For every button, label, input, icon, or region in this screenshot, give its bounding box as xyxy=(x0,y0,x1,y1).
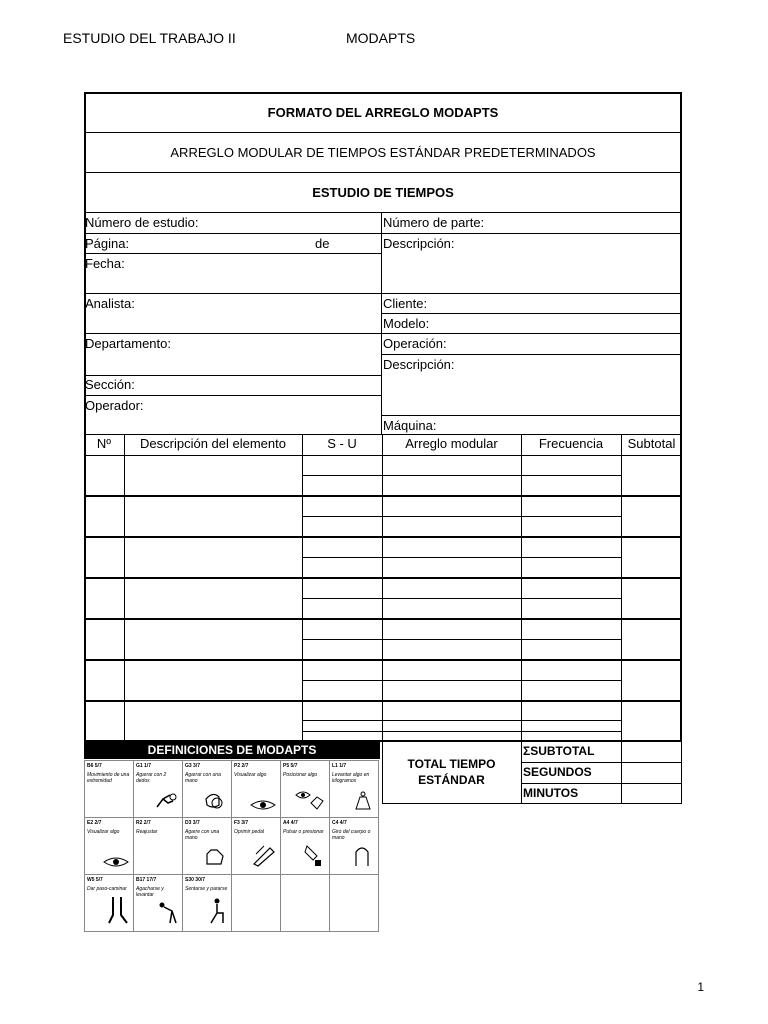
definition-code: A4 4/7 xyxy=(283,820,298,826)
total-standard-time-label: TOTAL TIEMPO ESTÁNDAR xyxy=(407,757,496,787)
definition-cell xyxy=(231,817,281,875)
definition-description: Agacharse y levantar xyxy=(136,886,164,898)
eye-hand-icon xyxy=(295,789,325,813)
field-operador[interactable]: Operador: xyxy=(85,398,144,413)
finger-press-icon xyxy=(301,842,325,870)
definition-description: Oprimir pedal xyxy=(234,829,265,835)
field-descripcion-operacion[interactable]: Descripción: xyxy=(383,357,455,372)
definition-cell xyxy=(280,874,330,932)
field-numero-estudio[interactable]: Número de estudio: xyxy=(85,215,199,230)
definition-code: F3 3/7 xyxy=(234,820,249,826)
col-header-numero: Nº xyxy=(96,436,112,451)
definition-code: R2 2/7 xyxy=(136,820,151,826)
hand-grab-icon xyxy=(203,789,227,813)
field-numero-parte[interactable]: Número de parte: xyxy=(383,215,485,230)
definition-cell xyxy=(133,874,183,932)
definition-code: G1 1/7 xyxy=(136,763,152,769)
definition-code: L1 1/7 xyxy=(332,763,347,769)
field-descripcion-parte[interactable]: Descripción: xyxy=(383,236,455,251)
eye-icon xyxy=(250,799,276,813)
definition-description: Pulsar o presionar xyxy=(283,829,324,835)
definition-code: W5 5/7 xyxy=(87,877,103,883)
definition-cell xyxy=(84,760,134,818)
field-cliente[interactable]: Cliente: xyxy=(383,296,428,311)
col-header-arreglo: Arreglo modular xyxy=(405,436,498,451)
definition-code: G3 3/7 xyxy=(185,763,201,769)
form-section-title: ESTUDIO DE TIEMPOS xyxy=(312,185,454,200)
total-subtotal-label: ΣSUBTOTAL xyxy=(523,744,595,758)
field-maquina[interactable]: Máquina: xyxy=(383,418,437,433)
walking-legs-icon xyxy=(107,895,129,927)
definition-cell xyxy=(231,874,281,932)
definition-description: Movimiento de una extremidad xyxy=(87,772,130,784)
definition-description: Agarrar con una mano xyxy=(185,772,221,784)
definition-description: Reajustar xyxy=(136,829,158,835)
definition-code: B17 17/7 xyxy=(136,877,157,883)
definition-cell xyxy=(182,874,232,932)
definition-code: B6 5/7 xyxy=(87,763,102,769)
form-subtitle: ARREGLO MODULAR DE TIEMPOS ESTÁNDAR PREDETERMINADOS xyxy=(170,145,596,160)
definition-code: D3 3/7 xyxy=(185,820,200,826)
field-modelo[interactable]: Modelo: xyxy=(383,316,430,331)
definition-cell xyxy=(84,874,134,932)
hand-icon xyxy=(203,844,227,870)
definition-code: P5 5/7 xyxy=(283,763,298,769)
definition-description: Visualizar algo xyxy=(87,829,120,835)
weight-icon xyxy=(352,789,374,813)
col-header-descripcion: Descripción del elemento xyxy=(140,436,286,451)
total-minutes-label: MINUTOS xyxy=(523,786,579,800)
definition-cell xyxy=(133,817,183,875)
definition-cell xyxy=(231,760,281,818)
definition-cell xyxy=(329,817,379,875)
field-analista[interactable]: Analista: xyxy=(85,296,135,311)
field-seccion[interactable]: Sección: xyxy=(85,377,135,392)
definitions-title: DEFINICIONES DE MODAPTS xyxy=(84,741,380,759)
definition-code: E2 2/7 xyxy=(87,820,102,826)
definition-cell xyxy=(329,874,379,932)
definition-description: Posicionar algo xyxy=(283,772,318,778)
total-seconds-label: SEGUNDOS xyxy=(523,765,592,779)
definition-code: C4 4/7 xyxy=(332,820,347,826)
definition-code: P2 2/7 xyxy=(234,763,249,769)
field-operacion[interactable]: Operación: xyxy=(383,336,447,351)
header-document-title: MODAPTS xyxy=(346,30,416,46)
field-pagina-de: de xyxy=(315,236,330,251)
bending-icon xyxy=(156,897,178,927)
definition-description: Dar paso-caminar xyxy=(87,886,127,892)
definition-code: S30 30/7 xyxy=(185,877,206,883)
col-header-frecuencia: Frecuencia xyxy=(538,436,604,451)
field-departamento[interactable]: Departamento: xyxy=(85,336,171,351)
hand-pinch-icon xyxy=(154,789,178,813)
definition-cell xyxy=(329,760,379,818)
definition-description: Sentarse y pararse xyxy=(185,886,228,892)
definition-cell xyxy=(280,760,330,818)
definition-cell xyxy=(182,760,232,818)
definition-description: Levantar algo en kilogramos xyxy=(332,772,370,784)
col-header-su: S - U xyxy=(327,436,357,451)
col-header-subtotal: Subtotal xyxy=(627,436,676,451)
definition-description: Giro del cuerpo o mano xyxy=(332,829,371,841)
form-title: FORMATO DEL ARREGLO MODAPTS xyxy=(267,105,499,120)
header-course-title: ESTUDIO DEL TRABAJO II xyxy=(63,30,236,46)
definition-cell xyxy=(182,817,232,875)
sitting-icon xyxy=(205,897,227,927)
definition-cell xyxy=(84,817,134,875)
page-number: 1 xyxy=(697,980,704,994)
foot-pedal-icon xyxy=(250,842,276,870)
hand-turn-icon xyxy=(350,842,374,870)
definition-cell xyxy=(280,817,330,875)
eye-icon xyxy=(103,856,129,870)
field-pagina[interactable]: Página: xyxy=(85,236,130,251)
definition-description: Agarre con una mano xyxy=(185,829,220,841)
field-fecha[interactable]: Fecha: xyxy=(85,256,125,271)
definition-description: Agarrar con 2 dedos xyxy=(136,772,167,784)
definition-description: Visualizar algo xyxy=(234,772,267,778)
definition-cell xyxy=(133,760,183,818)
